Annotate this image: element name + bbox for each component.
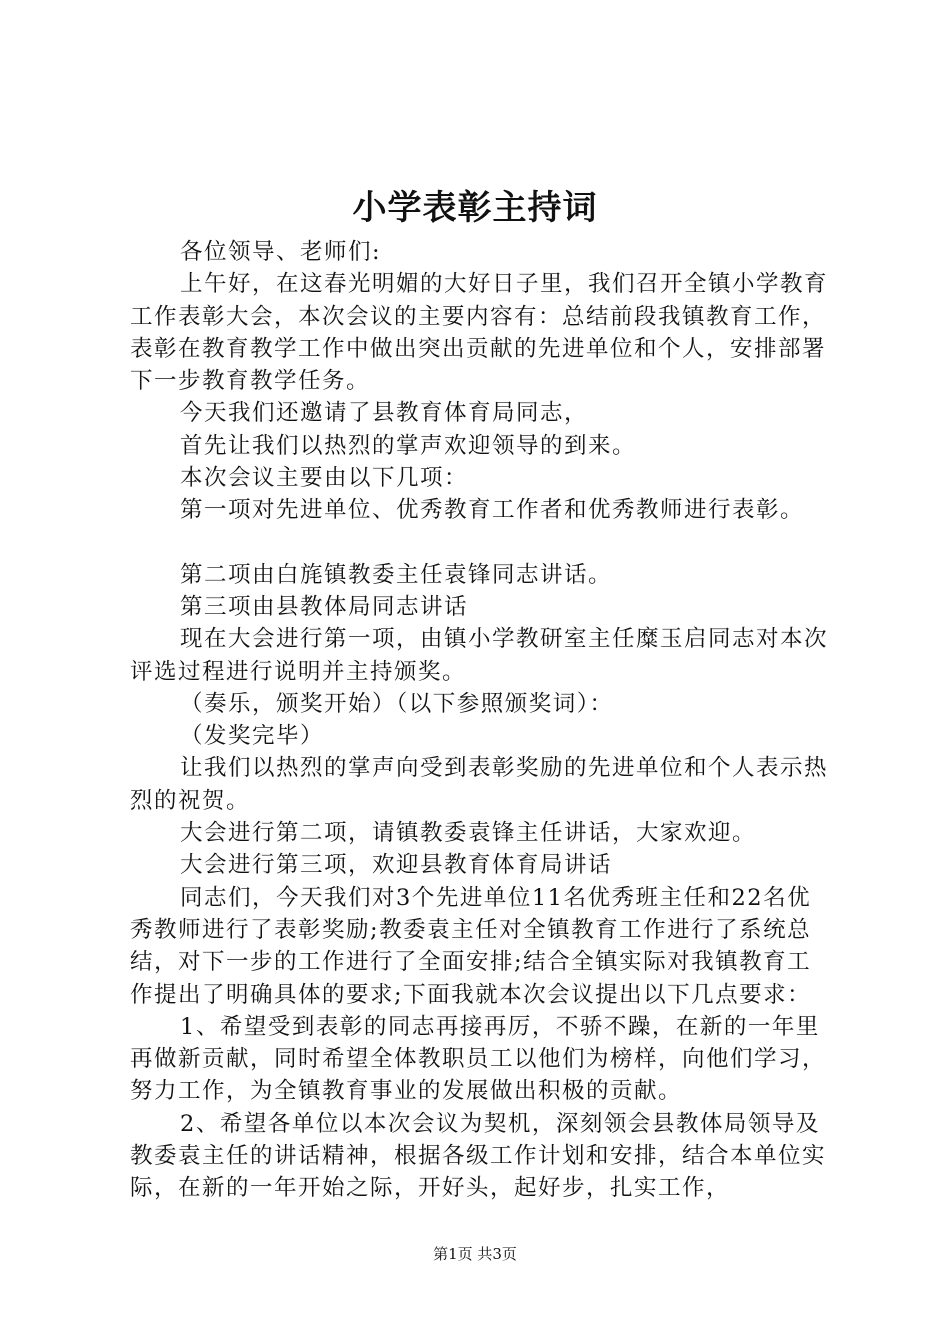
paragraph-welcome: 首先让我们以热烈的掌声欢迎领导的到来。 <box>180 432 637 459</box>
document-title: 小学表彰主持词 <box>352 188 598 228</box>
paragraph-greeting: 各位领导、老师们: <box>180 239 382 265</box>
paragraph-agenda-item-1: 第一项对先进单位、优秀教育工作者和优秀教师进行表彰。 <box>180 497 805 524</box>
paragraph-agenda-intro: 本次会议主要由以下几项： <box>180 465 469 492</box>
paragraph-summary: 同志们，今天我们对3个先进单位11名优秀班主任和22名优秀教师进行了表彰奖励;教委袁主任对全镇教育工作进行了系统总结，对下一步的工作进行了全面安排;结合全镇实际对我镇教育工作提出了明确具体的要求;下面我就本次会议提出以下几点要求： <box>130 884 812 1008</box>
document-body <box>130 236 830 1205</box>
paragraph-agenda-item-3: 第三项由县教体局同志讲话 <box>180 593 469 620</box>
paragraph-award-complete: （发奖完毕） <box>180 723 325 750</box>
paragraph-agenda-item-2: 第二项由白旄镇教委主任袁锋同志讲话。 <box>180 561 613 588</box>
paragraph-congratulations: 让我们以热烈的掌声向受到表彰奖励的先进单位和个人表示热烈的祝贺。 <box>130 755 829 814</box>
paragraph-requirement-2: 2、希望各单位以本次会议为契机，深刻领会县教体局领导及教委袁主任的讲话精神，根据各级工作计划和安排，结合本单位实际，在新的一年开始之际，开好头，起好步，扎实工作， <box>130 1110 827 1202</box>
paragraph-invited: 今天我们还邀请了县教育体育局同志， <box>180 400 589 427</box>
paragraph-third-item: 大会进行第三项，欢迎县教育体育局讲话 <box>180 852 613 879</box>
page-footer: 第1页 共3页 <box>433 1245 517 1263</box>
paragraph-opening: 上午好，在这春光明媚的大好日子里，我们召开全镇小学教育工作表彰大会，本次会议的主要内容有：总结前段我镇教育工作，表彰在教育教学工作中做出突出贡献的先进单位和个人，安排部署下一步教育教学任务。 <box>130 271 829 395</box>
paragraph-first-item-start: 现在大会进行第一项，由镇小学教研室主任糜玉启同志对本次评选过程进行说明并主持颁奖。 <box>130 626 829 685</box>
paragraph-blank <box>130 527 830 559</box>
paragraph-second-item: 大会进行第二项，请镇教委袁锋主任讲话，大家欢迎。 <box>180 820 757 847</box>
paragraph-music-award: （奏乐，颁奖开始）（以下参照颁奖词）： <box>180 690 614 717</box>
paragraph-requirement-1: 1、希望受到表彰的同志再接再厉，不骄不躁，在新的一年里再做新贡献，同时希望全体教职员工以他们为榜样，向他们学习，努力工作，为全镇教育事业的发展做出积极的贡献。 <box>130 1013 827 1105</box>
